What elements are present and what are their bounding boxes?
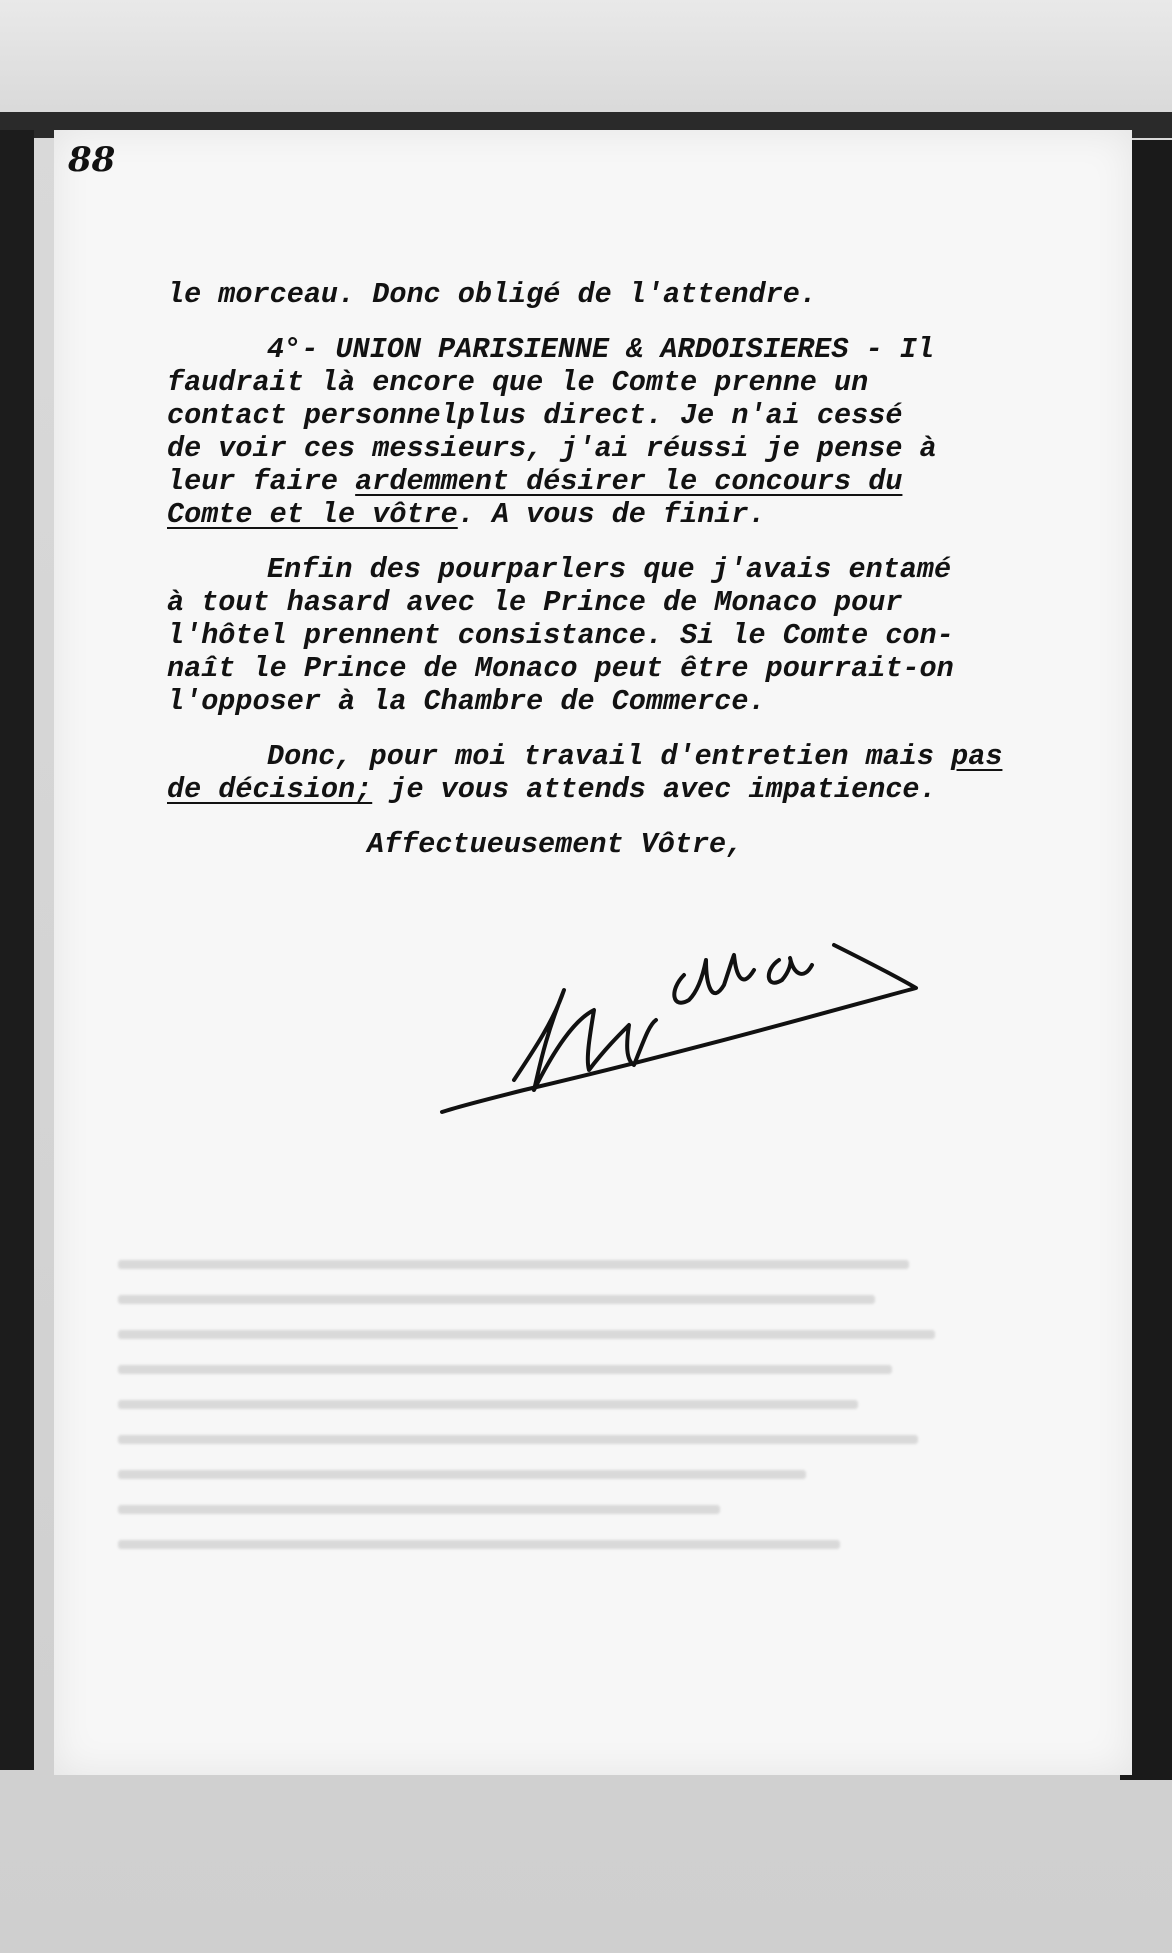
- letter-body: [167, 278, 1127, 861]
- underlined-text: ardemment désirer le concours du: [355, 465, 903, 498]
- letter-line: l'hôtel prennent consistance. Si le Comte con-: [167, 619, 954, 652]
- letter-line: [167, 740, 1127, 773]
- plain-text: Donc, pour moi travail d'entretien mais: [267, 740, 952, 773]
- letter-line: 4°- UNION PARISIENNE & ARDOISIERES - Il: [267, 333, 935, 366]
- left-border: [0, 130, 34, 1770]
- underlined-text: de décision;: [167, 773, 373, 806]
- letter-line: à tout hasard avec le Prince de Monaco pour: [167, 586, 903, 619]
- plain-text: leur faire: [167, 465, 356, 498]
- bleed-through-text: [118, 1260, 978, 1680]
- underlined-text: pas: [951, 740, 1003, 773]
- handwritten-signature: [394, 930, 954, 1140]
- letter-line: naît le Prince de Monaco peut être pourrait-on: [167, 652, 954, 685]
- letter-line: [167, 773, 1127, 806]
- letter-page: [54, 130, 1132, 1775]
- letter-line: [167, 498, 1127, 531]
- letter-line: contact personnelplus direct. Je n'ai cessé: [167, 399, 903, 432]
- letter-line: [167, 465, 1127, 498]
- letter-line: le morceau. Donc obligé de l'attendre.: [167, 278, 817, 311]
- letter-line: l'opposer à la Chambre de Commerce.: [167, 685, 766, 718]
- underlined-text: Comte et le vôtre: [167, 498, 458, 531]
- page-number: 88: [68, 140, 116, 180]
- letter-line: faudrait là encore que le Comte prenne un: [167, 366, 869, 399]
- closing: Affectueusement Vôtre,: [367, 828, 744, 861]
- plain-text: . A vous de finir.: [457, 498, 766, 531]
- plain-text: je vous attends avec impatience.: [372, 773, 937, 806]
- letter-line: Enfin des pourparlers que j'avais entamé: [267, 553, 952, 586]
- letter-line: de voir ces messieurs, j'ai réussi je pense à: [167, 432, 937, 465]
